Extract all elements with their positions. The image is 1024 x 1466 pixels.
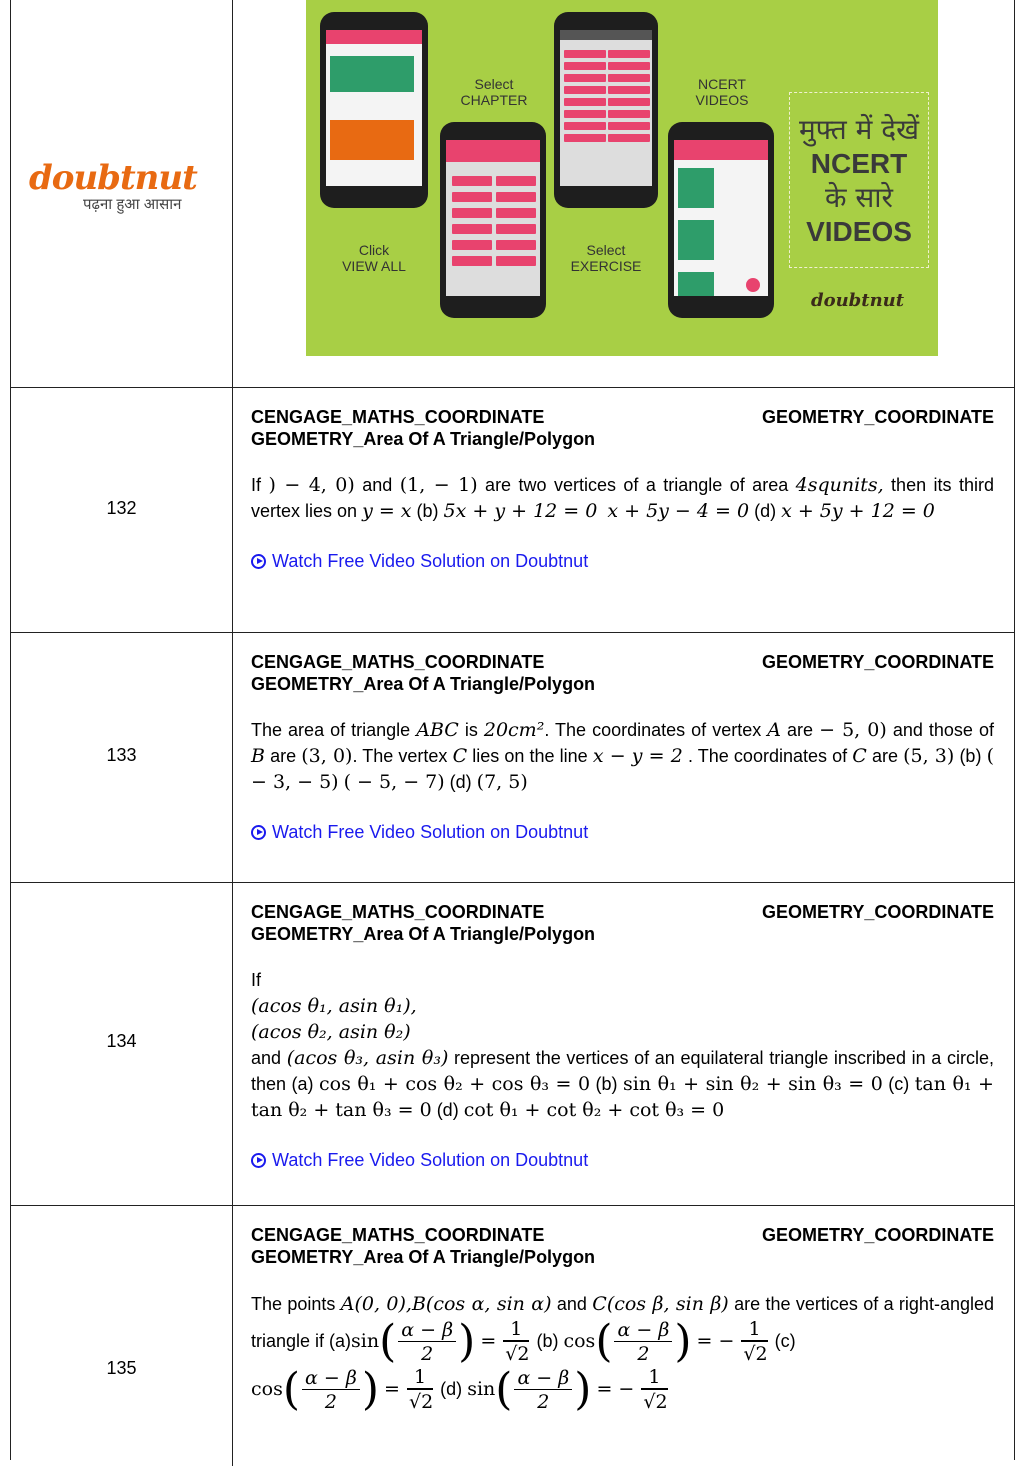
- play-circle-icon: [251, 554, 266, 569]
- logo-wordmark: [29, 158, 229, 198]
- question-row-135: [11, 1206, 1014, 1466]
- banner-cell: [233, 0, 1014, 387]
- watch-video-link[interactable]: Watch Free Video Solution on Doubtnut: [251, 819, 994, 845]
- question-number-cell: [11, 388, 233, 632]
- question-text: The points A(0, 0),B(cos α, sin α) and C(cos β, sin β) are the vertices of a right-angled triangle if (a)sin( $\frac{\alpha - \beta}{2}$ ) = $\frac{1}{√2}$ (b) cos( $\frac{\alpha - \beta}{2}$ ) = − $\frac{1}{√2}$ (c) cos( $\frac{\alpha - \beta}{2}$ ) = $\frac{1}{√2}$ (d) sin( $\frac{\alpha - \beta}{2}$ ) = − $\frac{1}{√2}$: [251, 1293, 994, 1415]
- question-number-cell: [11, 1206, 233, 1466]
- phone-chapter-image: [440, 122, 546, 318]
- promo-box: [789, 92, 929, 268]
- watch-video-link[interactable]: Watch Free Video Solution on Doubtnut: [251, 548, 994, 574]
- logo-tagline: पढ़ना हुआ आसान: [83, 196, 182, 213]
- ncert-promo-banner[interactable]: [306, 0, 938, 356]
- question-row-133: [11, 633, 1014, 883]
- click-view-all-label: Click VIEW ALL: [342, 242, 406, 274]
- question-content-cell: [233, 388, 1014, 632]
- promo-line2: NCERT: [810, 148, 908, 179]
- phone-videos-image: [668, 122, 774, 318]
- question-number: 134: [106, 1031, 137, 1051]
- question-table: [10, 0, 1015, 1460]
- question-header: CENGAGE_MATHS_COORDINATE GEOMETRY_COORDINATE: [251, 652, 994, 672]
- question-row-132: [11, 388, 1014, 633]
- play-circle-icon: [251, 1153, 266, 1168]
- question-subheader: GEOMETRY_Area Of A Triangle/Polygon: [251, 924, 596, 944]
- banner-row: [11, 0, 1014, 388]
- play-circle-icon: [251, 825, 266, 840]
- question-text: If (acos θ₁, asin θ₁), (acos θ₂, asin θ₂) and (acos θ₃, asin θ₃) represent the vertices of an equilateral triangle inscribed in a circle, then (a) cos θ₁ + cos θ₂ + cos θ₃ = 0 (b) sin θ₁ + sin θ₂ + sin θ₃ = 0 (c) tan θ₁ + tan θ₂ + tan θ₃ = 0 (d) cot θ₁ + cot θ₂ + cot θ₃ = 0: [251, 970, 994, 1121]
- logo-brand: doubtnut: [29, 158, 197, 198]
- banner-brand-logo: doubtnut: [811, 290, 905, 311]
- question-content-cell: [233, 1206, 1014, 1466]
- question-text: If ) − 4, 0) and (1, − 1) are two vertices of a triangle of area 4squnits, then its third vertex lies on y = x (b) 5x + y + 12 = 0 x + 5y − 4 = 0 (d) x + 5y + 12 = 0: [251, 474, 994, 522]
- promo-line3: के सारे: [824, 181, 894, 214]
- question-content-cell: [233, 883, 1014, 1205]
- question-number: 132: [106, 498, 137, 518]
- question-subheader: GEOMETRY_Area Of A Triangle/Polygon: [251, 429, 596, 449]
- question-number-cell: [11, 633, 233, 882]
- question-text: The area of triangle ABC is 20cm². The coordinates of vertex A are − 5, 0) and those of B are (3, 0). The vertex C lies on the line x − y = 2 . The coordinates of C are (5, 3) (b) ( − 3, − 5) ( − 5, − 7) (d) (7, 5): [251, 719, 994, 793]
- question-number-cell: [11, 883, 233, 1205]
- promo-line1: मुफ्त में देखें: [798, 113, 920, 146]
- question-row-134: [11, 883, 1014, 1206]
- question-header: CENGAGE_MATHS_COORDINATE GEOMETRY_COORDINATE: [251, 407, 994, 427]
- phone-exercise-image: [554, 12, 658, 208]
- select-exercise-label: Select EXERCISE: [570, 242, 642, 274]
- doubtnut-logo: [29, 158, 229, 214]
- question-header: CENGAGE_MATHS_COORDINATE GEOMETRY_COORDINATE: [251, 902, 994, 922]
- watch-video-link[interactable]: Watch Free Video Solution on Doubtnut: [251, 1147, 994, 1173]
- question-subheader: GEOMETRY_Area Of A Triangle/Polygon: [251, 674, 596, 694]
- question-number: 135: [106, 1358, 137, 1378]
- promo-line4: VIDEOS: [806, 216, 912, 247]
- phone-library-image: [320, 12, 428, 208]
- ncert-videos-label: NCERT VIDEOS: [695, 76, 749, 108]
- question-subheader: GEOMETRY_Area Of A Triangle/Polygon: [251, 1247, 596, 1267]
- question-number: 133: [106, 745, 137, 765]
- question-header: CENGAGE_MATHS_COORDINATE GEOMETRY_COORDINATE: [251, 1225, 994, 1245]
- logo-cell: [11, 0, 233, 387]
- select-chapter-label: Select CHAPTER: [460, 76, 528, 108]
- question-content-cell: [233, 633, 1014, 882]
